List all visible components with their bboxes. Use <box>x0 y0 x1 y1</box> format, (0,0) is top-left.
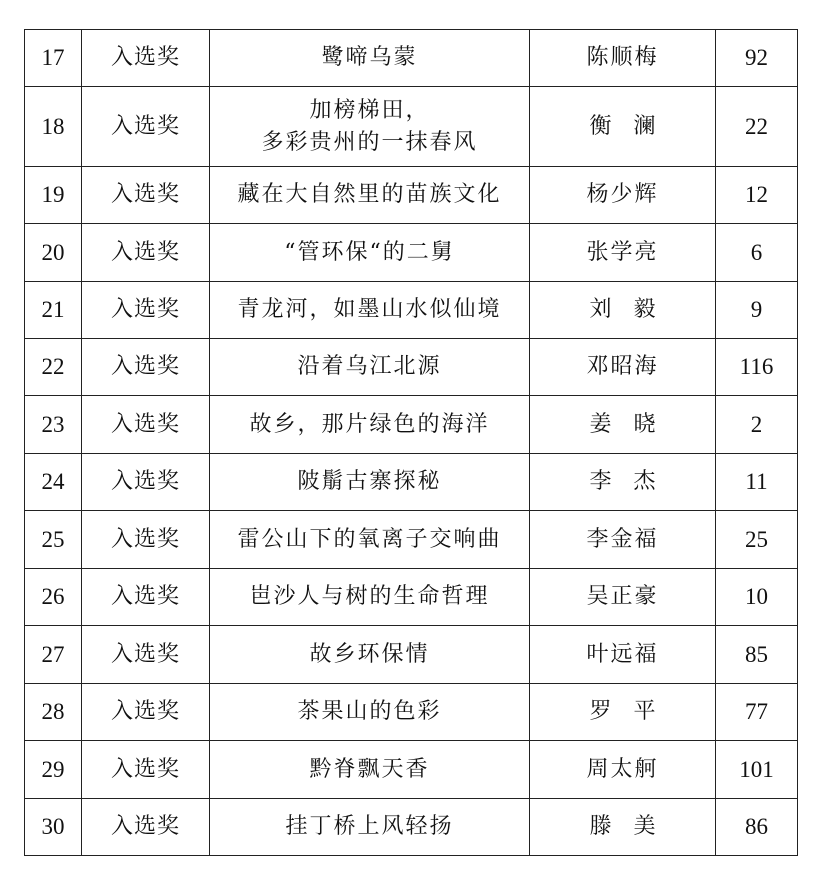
cell-award: 入选奖 <box>82 282 210 339</box>
title-line: “管环保“的二舅 <box>284 239 455 265</box>
table-row <box>25 569 798 626</box>
cell-votes: 11 <box>716 454 798 511</box>
cell-votes: 2 <box>716 396 798 454</box>
cell-number: 25 <box>25 511 82 569</box>
cell-votes: 12 <box>716 167 798 224</box>
cell-author: 衡澜 <box>530 87 716 167</box>
cell-votes: 6 <box>716 224 798 282</box>
cell-award: 入选奖 <box>82 799 210 856</box>
title-line: 陂鬅古寨探秘 <box>297 469 442 494</box>
cell-award: 入选奖 <box>82 396 210 454</box>
cell-number: 26 <box>25 569 82 626</box>
cell-number: 22 <box>25 339 82 396</box>
cell-title <box>210 30 530 87</box>
cell-votes: 77 <box>716 684 798 741</box>
cell-author: 叶远福 <box>530 626 716 684</box>
cell-author: 陈顺梅 <box>530 30 716 87</box>
cell-number: 17 <box>25 30 82 87</box>
table-row <box>25 511 798 569</box>
cell-number: 24 <box>25 454 82 511</box>
title-line: 故乡，那片绿色的海洋 <box>249 411 490 437</box>
cell-title <box>210 282 530 339</box>
table-row <box>25 339 798 396</box>
table-row <box>25 741 798 799</box>
cell-author: 周太舸 <box>530 741 716 799</box>
table-row <box>25 167 798 224</box>
cell-votes: 86 <box>716 799 798 856</box>
cell-award: 入选奖 <box>82 511 210 569</box>
title-line: 故乡环保情 <box>309 641 430 667</box>
cell-author: 李杰 <box>530 454 716 511</box>
title-line: 黔脊飘天香 <box>309 756 430 782</box>
cell-title <box>210 741 530 799</box>
cell-title <box>210 799 530 856</box>
table-row <box>25 454 798 511</box>
table-row <box>25 396 798 454</box>
title-line: 青龙河，如墨山水似仙境 <box>237 297 502 322</box>
cell-number: 29 <box>25 741 82 799</box>
cell-number: 19 <box>25 167 82 224</box>
cell-author: 滕美 <box>530 799 716 856</box>
table-row <box>25 87 798 167</box>
cell-number: 23 <box>25 396 82 454</box>
cell-author: 李金福 <box>530 511 716 569</box>
cell-author: 罗平 <box>530 684 716 741</box>
table-row <box>25 224 798 282</box>
cell-votes: 116 <box>716 339 798 396</box>
title-line: 加榜梯田， <box>309 97 430 123</box>
cell-award: 入选奖 <box>82 741 210 799</box>
title-line: 雷公山下的氧离子交响曲 <box>237 526 502 552</box>
cell-votes: 85 <box>716 626 798 684</box>
table-row <box>25 684 798 741</box>
cell-votes: 22 <box>716 87 798 167</box>
cell-title <box>210 454 530 511</box>
cell-votes: 101 <box>716 741 798 799</box>
table-row <box>25 30 798 87</box>
cell-votes: 9 <box>716 282 798 339</box>
cell-title <box>210 167 530 224</box>
cell-title <box>210 626 530 684</box>
cell-votes: 25 <box>716 511 798 569</box>
award-table <box>24 29 798 856</box>
cell-award: 入选奖 <box>82 167 210 224</box>
title-line: 鹭啼乌蒙 <box>321 45 418 70</box>
table-row <box>25 282 798 339</box>
cell-votes: 92 <box>716 30 798 87</box>
cell-award: 入选奖 <box>82 224 210 282</box>
table-row <box>25 626 798 684</box>
cell-title <box>210 684 530 741</box>
cell-award: 入选奖 <box>82 339 210 396</box>
title-line: 多彩贵州的一抹春风 <box>261 129 478 155</box>
cell-title <box>210 396 530 454</box>
title-line: 茶果山的色彩 <box>297 699 442 724</box>
cell-number: 21 <box>25 282 82 339</box>
cell-number: 28 <box>25 684 82 741</box>
cell-number: 27 <box>25 626 82 684</box>
cell-award: 入选奖 <box>82 454 210 511</box>
cell-author: 吴正豪 <box>530 569 716 626</box>
cell-award: 入选奖 <box>82 626 210 684</box>
cell-award: 入选奖 <box>82 87 210 167</box>
cell-number: 30 <box>25 799 82 856</box>
table-row <box>25 799 798 856</box>
cell-title <box>210 87 530 167</box>
cell-title <box>210 224 530 282</box>
cell-number: 20 <box>25 224 82 282</box>
cell-award: 入选奖 <box>82 30 210 87</box>
cell-author: 刘毅 <box>530 282 716 339</box>
cell-award: 入选奖 <box>82 569 210 626</box>
title-line: 岜沙人与树的生命哲理 <box>249 584 490 609</box>
cell-title <box>210 511 530 569</box>
cell-author: 张学亮 <box>530 224 716 282</box>
title-line: 沿着乌江北源 <box>297 354 442 379</box>
cell-votes: 10 <box>716 569 798 626</box>
title-line: 挂丁桥上风轻扬 <box>285 814 454 839</box>
table-body <box>25 30 798 856</box>
cell-title <box>210 569 530 626</box>
cell-number: 18 <box>25 87 82 167</box>
title-line: 藏在大自然里的苗族文化 <box>237 182 502 207</box>
cell-author: 杨少辉 <box>530 167 716 224</box>
cell-award: 入选奖 <box>82 684 210 741</box>
cell-author: 姜晓 <box>530 396 716 454</box>
cell-author: 邓昭海 <box>530 339 716 396</box>
cell-title <box>210 339 530 396</box>
